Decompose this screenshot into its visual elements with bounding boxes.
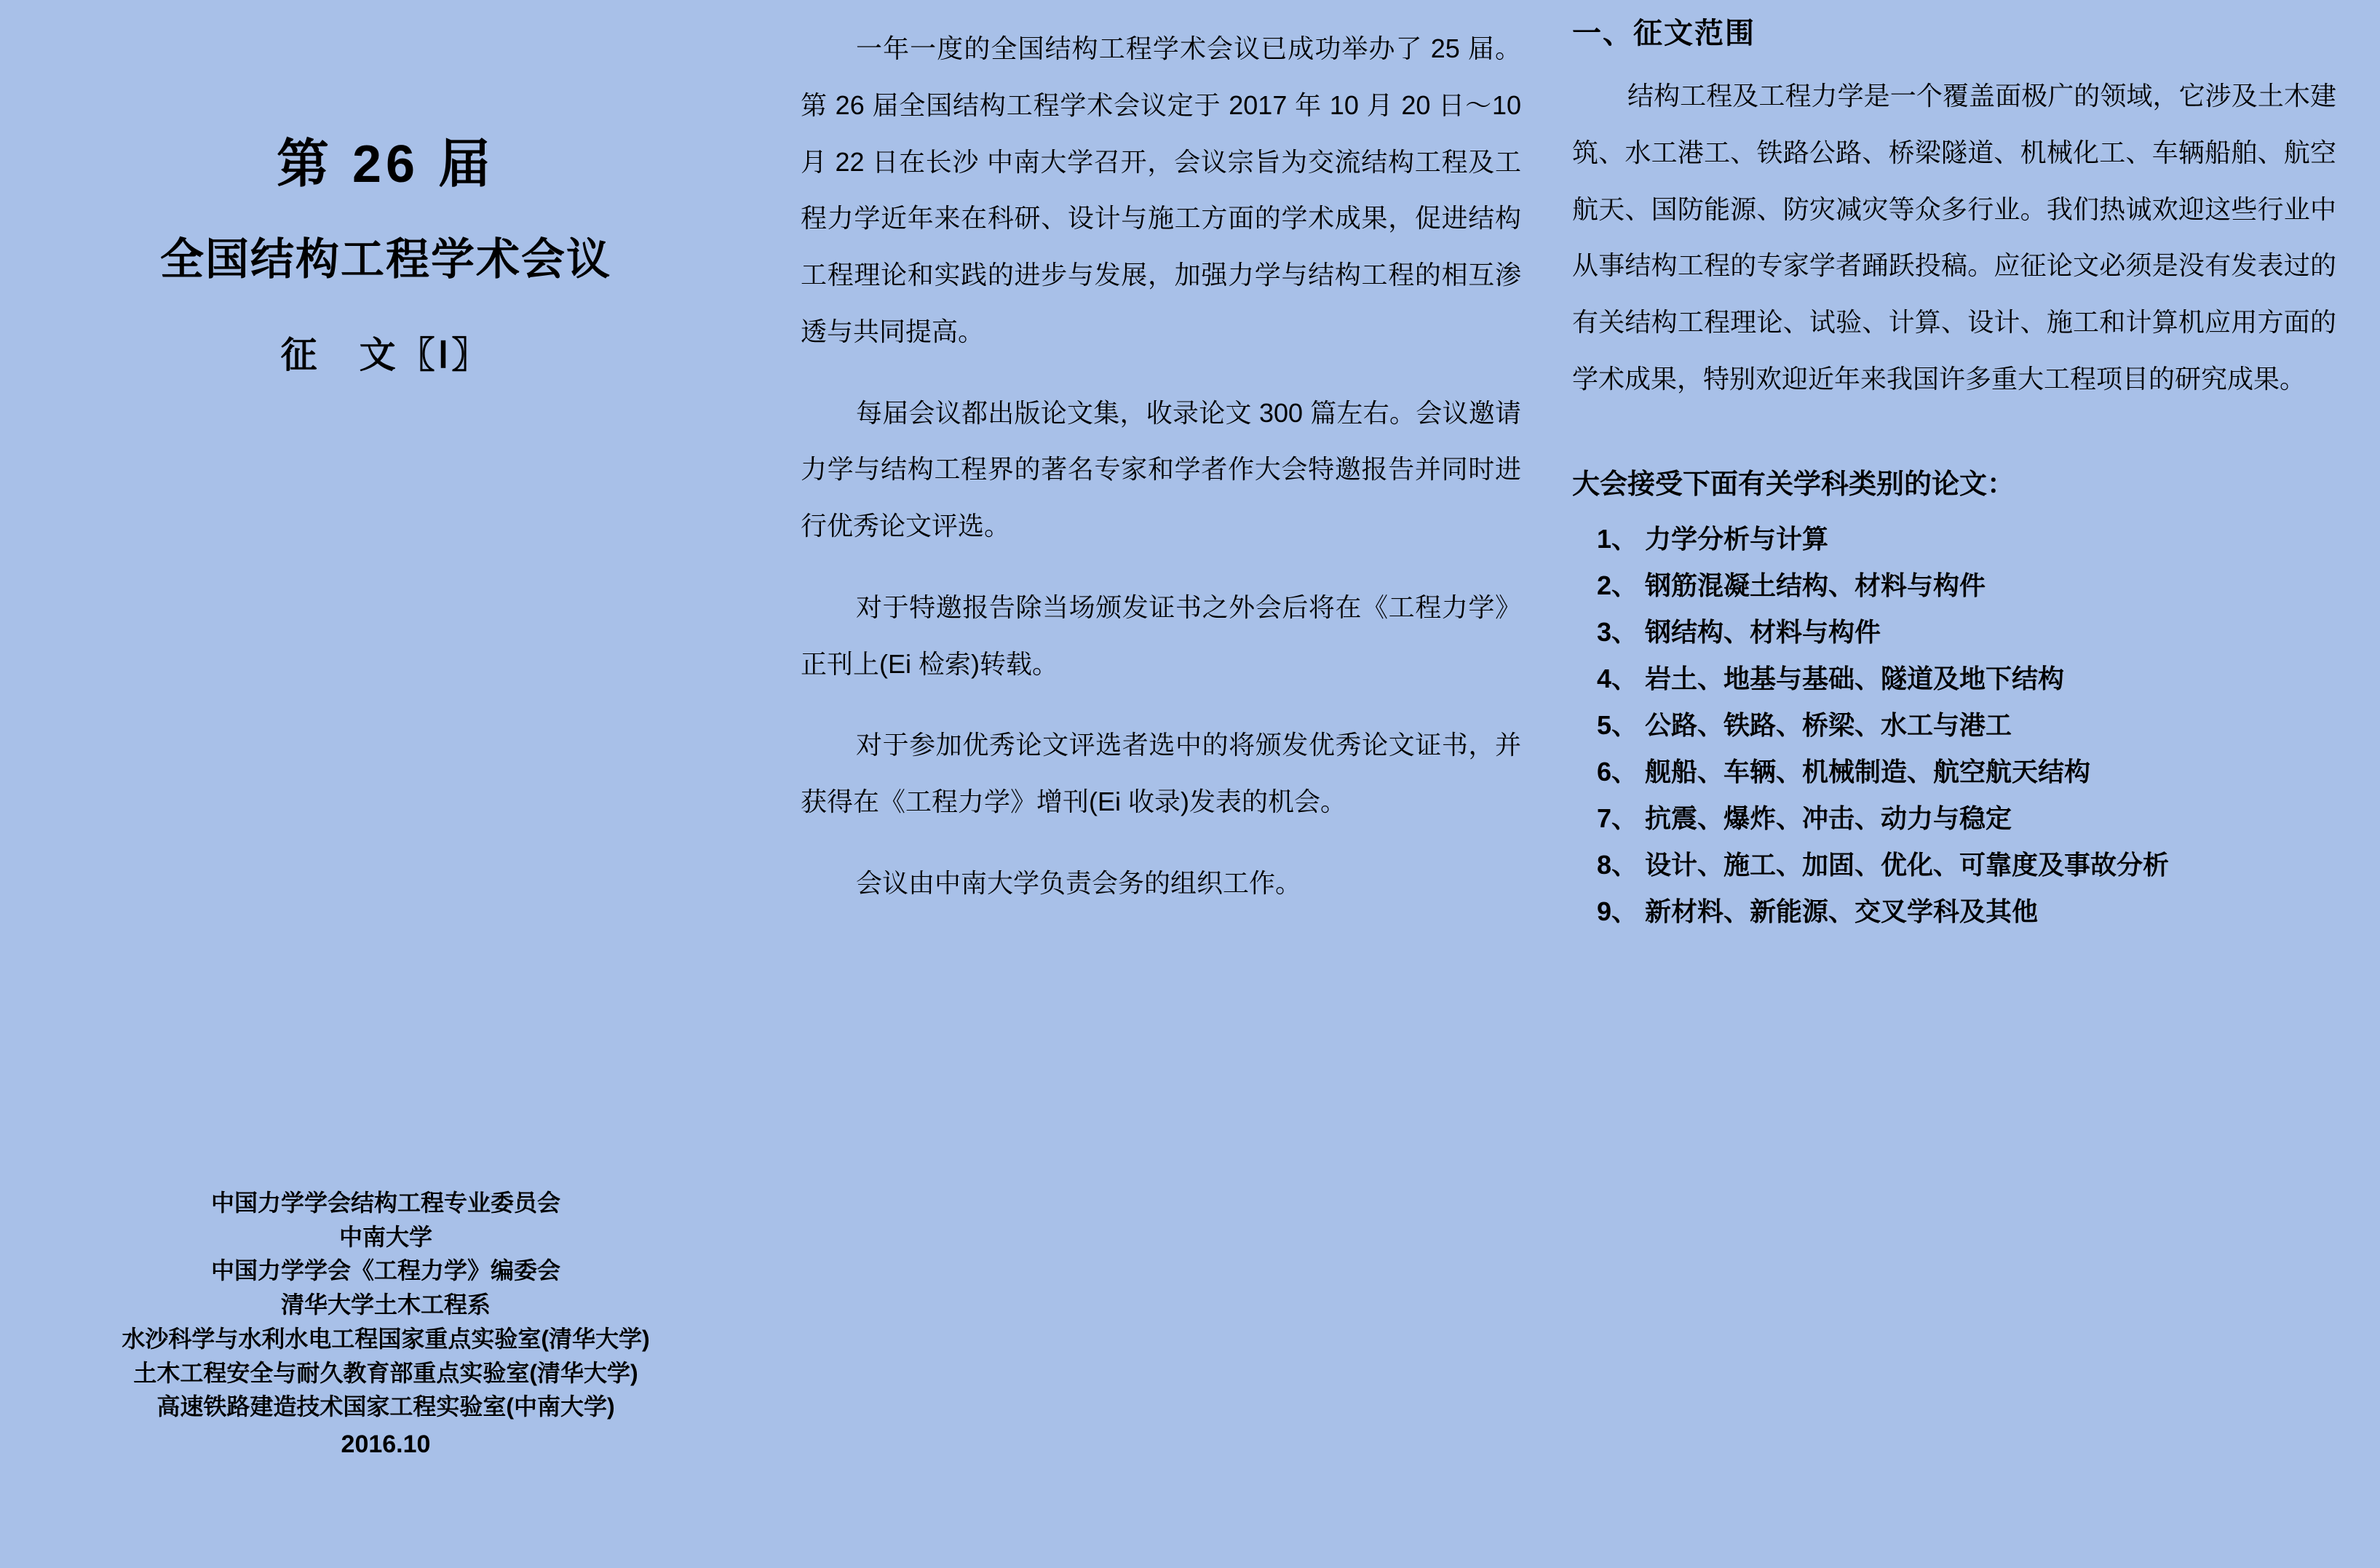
- list-item-number: 5、: [1597, 709, 1638, 740]
- conference-name: 全国结构工程学术会议: [160, 234, 611, 284]
- list-item-label: 新材料、新能源、交叉学科及其他: [1645, 896, 2039, 926]
- list-item: [1572, 842, 2336, 888]
- body-paragraph: 一年一度的全国结构工程学术会议已成功举办了 25 届。第 26 届全国结构工程学术会议定于 2017 年 10 月 20 日～10 月 22 日在长沙 中南大学召开，会议宗旨为交流结构工程及工程力学近年来在科研、设计与施工方面的学术成果，促进结构工程理论和实践的进步与发展，加强力学与结构工程的相互渗透与共同提高。: [801, 33, 1521, 346]
- title-block: [29, 131, 742, 379]
- list-item-label: 公路、铁路、桥梁、水工与港工: [1645, 709, 2012, 740]
- list-item: [1572, 609, 2336, 656]
- list-item-label: 钢结构、材料与构件: [1645, 616, 1881, 647]
- left-column: [0, 0, 771, 1568]
- section-heading: 一、征文范围: [1572, 17, 1756, 49]
- list-item-label: 钢筋混凝土结构、材料与构件: [1645, 570, 1986, 600]
- list-item-number: 7、: [1597, 803, 1638, 833]
- middle-column: [771, 0, 1565, 1568]
- organizer-item: 高速铁路建造技术国家工程实验室(中南大学): [156, 1393, 615, 1420]
- list-item: [1572, 749, 2336, 795]
- topics-list: [1572, 516, 2336, 935]
- list-item: [1572, 888, 2336, 935]
- list-item-label: 力学分析与计算: [1645, 523, 1829, 554]
- body-paragraph: 每届会议都出版论文集，收录论文 300 篇左右。会议邀请力学与结构工程界的著名专家和学者作大会特邀报告并同时进行优秀论文评选。: [801, 397, 1521, 541]
- list-item-number: 1、: [1597, 523, 1638, 554]
- body-paragraph: 会议由中南大学负责会务的组织工作。: [856, 867, 1302, 898]
- section-paragraph: 结构工程及工程力学是一个覆盖面极广的领域，它涉及土木建筑、水工港工、铁路公路、桥梁隧道、机械化工、车辆船舶、航空航天、国防能源、防灾减灾等众多行业。我们热诚欢迎这些行业中从事结构工程的专家学者踊跃投稿。应征论文必须是没有发表过的有关结构工程理论、试验、计算、设计、施工和计算机应用方面的学术成果，特别欢迎近年来我国许多重大工程项目的研究成果。: [1572, 81, 2336, 394]
- list-item-number: 3、: [1597, 616, 1638, 647]
- organizer-item: 中国力学学会《工程力学》编委会: [210, 1257, 560, 1284]
- list-item-label: 设计、施工、加固、优化、可靠度及事故分析: [1645, 849, 2170, 880]
- organizer-item: 水沙科学与水利水电工程国家重点实验室(清华大学): [122, 1325, 650, 1352]
- list-item: [1572, 656, 2336, 702]
- list-item: [1572, 516, 2336, 562]
- list-item-label: 抗震、爆炸、冲击、动力与稳定: [1645, 803, 2012, 833]
- page-title: 第 26 届: [276, 135, 496, 194]
- list-item: [1572, 562, 2336, 609]
- call-for-papers-label: 征 文〖Ⅰ〗: [280, 334, 491, 375]
- organizer-item: 清华大学土木工程系: [280, 1292, 491, 1318]
- list-item-number: 4、: [1597, 663, 1638, 693]
- organizer-item: 中国力学学会结构工程专业委员会: [210, 1190, 560, 1216]
- organizers-block: [0, 1186, 771, 1463]
- list-item-label: 舰船、车辆、机械制造、航空航天结构: [1645, 756, 2091, 787]
- list-item: [1572, 795, 2336, 842]
- list-item-label: 岩土、地基与基础、隧道及地下结构: [1645, 663, 2065, 693]
- list-item-number: 2、: [1597, 570, 1638, 600]
- organizer-item: 土木工程安全与耐久教育部重点实验室(清华大学): [133, 1359, 638, 1386]
- list-item-number: 9、: [1597, 896, 1638, 926]
- topics-heading: 大会接受下面有关学科类别的论文：: [1572, 469, 2015, 500]
- list-item-number: 8、: [1597, 849, 1638, 880]
- list-item-number: 6、: [1597, 756, 1638, 787]
- body-paragraph: 对于参加优秀论文评选者选中的将颁发优秀论文证书，并获得在《工程力学》增刊(Ei 收录)发表的机会。: [801, 730, 1521, 816]
- right-column: [1565, 0, 2380, 1568]
- body-paragraph: 对于特邀报告除当场颁发证书之外会后将在《工程力学》正刊上(Ei 检索)转载。: [801, 592, 1521, 679]
- organizer-item: 中南大学: [338, 1223, 432, 1250]
- list-item: [1572, 702, 2336, 749]
- document-date: 2016.10: [341, 1430, 431, 1459]
